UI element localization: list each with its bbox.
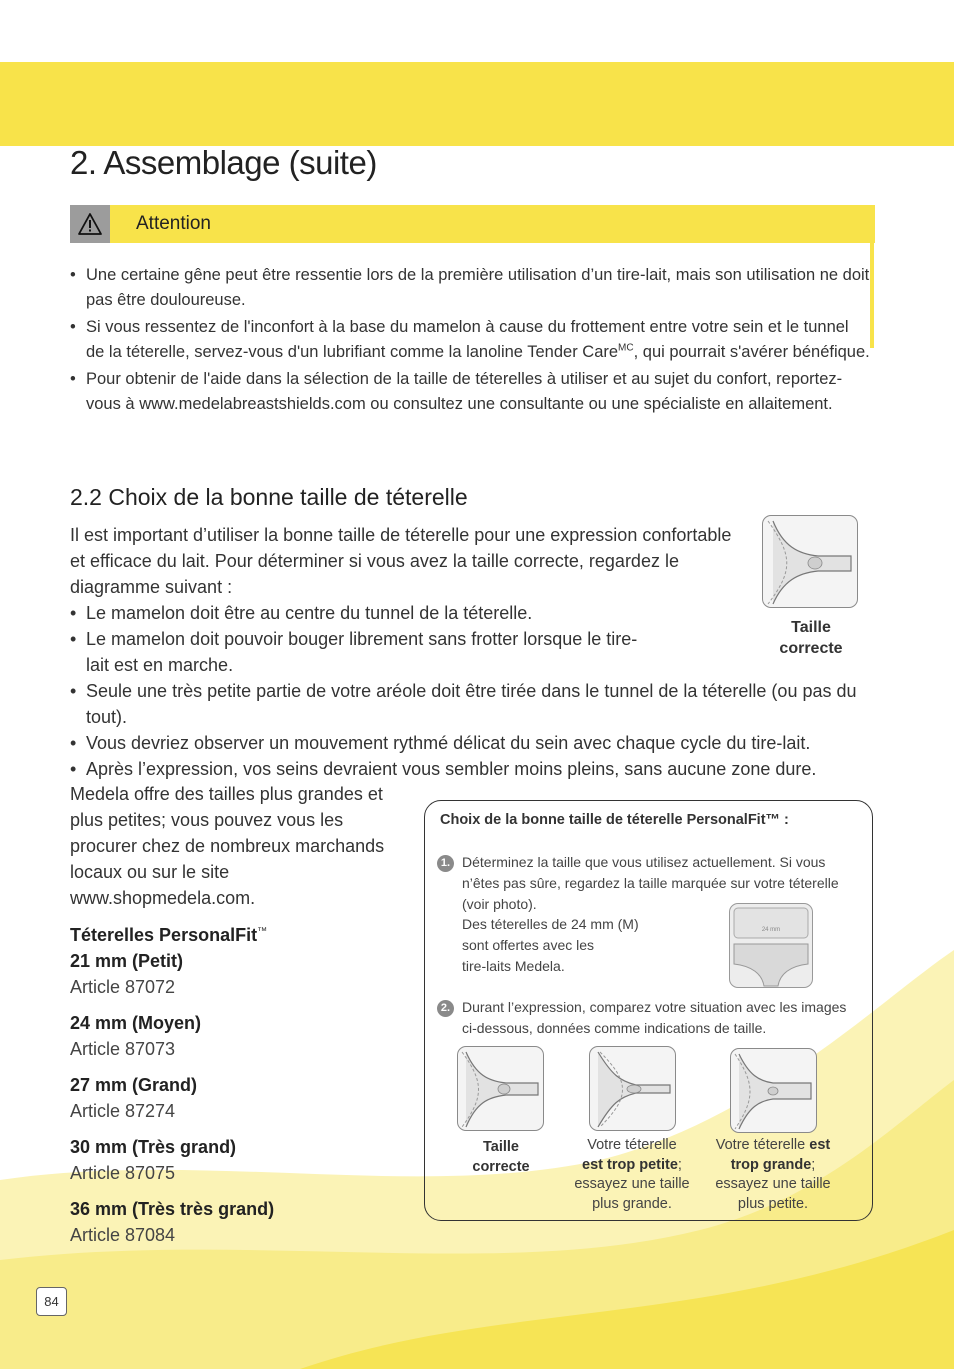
step-2-text: Durant l’expression, comparez votre situation avec les images ci-dessous, données comme indications de taille. bbox=[462, 999, 847, 1036]
attention-label: Attention bbox=[136, 213, 211, 234]
product-item: 30 mm (Très grand) Article 87075 bbox=[70, 1137, 237, 1183]
photo-label: 24 mm bbox=[761, 927, 781, 933]
attention-list bbox=[70, 263, 870, 419]
offer-paragraph: Medela offre des tailles plus grandes et plus petites; vous pouvez vous les procurer chez de nombreux marchands locaux ou sur le site www.shopmedela.com. bbox=[70, 784, 385, 908]
list-item: • Après l’expression, vos seins devraient vous sembler moins pleins, sans aucune zone dure. bbox=[70, 756, 890, 782]
warning-triangle-icon bbox=[70, 205, 110, 243]
product-list bbox=[70, 922, 400, 1258]
attention-side-bar bbox=[870, 243, 874, 348]
list-item: • Une certaine gêne peut être ressentie lors de la première utilisation d’un tire-lait, mais son utilisation ne doit pas être douloureuse. bbox=[70, 263, 870, 312]
header-band bbox=[0, 62, 954, 181]
product-item: 36 mm (Très très grand) Article 87084 bbox=[70, 1199, 275, 1245]
section-title: 2.2 Choix de la bonne taille de téterelle bbox=[70, 484, 468, 510]
info-box-title: Choix de la bonne taille de téterelle PersonalFit™ : bbox=[440, 812, 789, 828]
product-item: 27 mm (Grand) Article 87274 bbox=[70, 1075, 198, 1121]
product-item: Téterelles PersonalFit™ 21 mm (Petit) Article 87072 bbox=[70, 925, 268, 997]
too-small-caption: Votre téterelle est trop petite; essayez une taille plus grande. bbox=[574, 1137, 690, 1212]
too-small-figure bbox=[589, 1046, 676, 1131]
step-1-badge: 1. bbox=[437, 855, 454, 872]
correct-size-caption: Taille correcte bbox=[779, 619, 843, 657]
list-item: • Vous devriez observer un mouvement rythmé délicat du sein avec chaque cycle du tire-lait. bbox=[70, 730, 890, 756]
list-item: • Si vous ressentez de l'inconfort à la base du mamelon à cause du frottement entre votre sein et le tunnel de la téterelle, servez-vous d'un lubrifiant comme la lanoline Tender Care$^{MC}$, qui pourrait s'avérer bénéfique. bbox=[70, 315, 870, 364]
shield-photo bbox=[729, 903, 813, 988]
step-1-text: Déterminez la taille que vous utilisez actuellement. Si vous n’êtes pas sûre, regardez la taille marquée sur votre téterelle (voir photo). bbox=[462, 854, 839, 912]
intro-paragraph: Il est important d’utiliser la bonne taille de téterelle pour une expression confortable et efficace du lait. Pour déterminer si vous avez la taille correcte, regardez le diagramme suivant : bbox=[70, 525, 732, 597]
step-2-badge: 2. bbox=[437, 1000, 454, 1017]
step-1-note: Des téterelles de 24 mm (M) sont offertes avec les tire-laits Medela. bbox=[462, 916, 639, 974]
correct-fit-figure bbox=[457, 1046, 544, 1131]
product-item: 24 mm (Moyen) Article 87073 bbox=[70, 1013, 202, 1059]
page-number: 84 bbox=[36, 1287, 67, 1316]
page-title: 2. Assemblage (suite) bbox=[70, 144, 377, 181]
attention-bar bbox=[70, 205, 875, 243]
too-large-figure bbox=[730, 1048, 817, 1133]
correct-fit-caption: Taille correcte bbox=[472, 1139, 530, 1175]
too-large-caption: Votre téterelle est trop grande; essayez une taille plus petite. bbox=[715, 1137, 831, 1212]
list-item: • Le mamelon doit être au centre du tunnel de la téterelle. bbox=[70, 600, 656, 626]
list-item: • Seule une très petite partie de votre aréole doit être tirée dans le tunnel de la téterelle (ou pas du tout). bbox=[70, 678, 890, 730]
list-item: • Le mamelon doit pouvoir bouger librement sans frotter lorsque le tire-lait est en marche. bbox=[70, 626, 656, 678]
list-item: • Pour obtenir de l'aide dans la sélection de la taille de téterelles à utiliser et au sujet du confort, reportez-vous à www.medelabreastshields.com ou consultez une consultante ou une spécialiste en allaitement. bbox=[70, 367, 870, 416]
correct-size-figure bbox=[762, 515, 858, 608]
